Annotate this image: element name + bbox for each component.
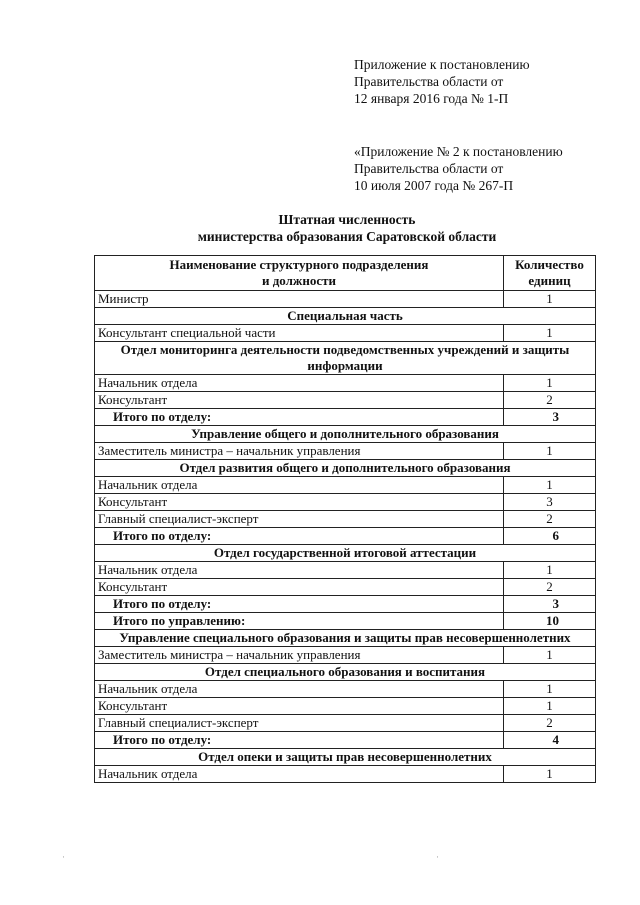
position-count: 1 (504, 647, 596, 664)
table-row (95, 392, 596, 409)
section-row (95, 630, 596, 647)
position-count: 2 (504, 579, 596, 596)
position-count: 1 (504, 291, 596, 308)
table-row (95, 325, 596, 342)
position-name: Начальник отдела (95, 477, 504, 494)
table-row (95, 715, 596, 732)
annex-line: Приложение к постановлению (354, 57, 530, 72)
total-count: 10 (504, 613, 596, 630)
section-title: Отдел специального образования и воспитания (95, 664, 596, 681)
annex-reference-original (354, 143, 624, 194)
position-count: 2 (504, 392, 596, 409)
section-row (95, 308, 596, 325)
position-name: Консультант (95, 698, 504, 715)
position-name: Консультант (95, 392, 504, 409)
section-row (95, 545, 596, 562)
position-count: 2 (504, 511, 596, 528)
scan-mark: · (436, 852, 439, 862)
table-row (95, 443, 596, 460)
total-label: Итого по отделу: (95, 409, 504, 426)
annex-line: Правительства области от (354, 161, 504, 176)
position-count: 1 (504, 681, 596, 698)
header-unit-count (504, 256, 596, 291)
position-name: Главный специалист-эксперт (95, 715, 504, 732)
total-count: 3 (504, 596, 596, 613)
position-name: Консультант (95, 579, 504, 596)
section-row (95, 749, 596, 766)
total-row (95, 613, 596, 630)
header-count-line-1: Количество (515, 257, 584, 272)
section-title: Управление специального образования и защиты прав несовершеннолетних (95, 630, 596, 647)
section-title: Отдел государственной итоговой аттестации (95, 545, 596, 562)
title-line-1: Штатная численность (278, 212, 416, 227)
table-row (95, 511, 596, 528)
section-title: Специальная часть (95, 308, 596, 325)
section-title: Отдел развития общего и дополнительного образования (95, 460, 596, 477)
section-row (95, 460, 596, 477)
annex-line: 10 июля 2007 года № 267-П (354, 178, 514, 193)
total-count: 6 (504, 528, 596, 545)
position-count: 2 (504, 715, 596, 732)
table-header-row (95, 256, 596, 291)
scan-mark: · (62, 852, 65, 862)
position-count: 1 (504, 766, 596, 783)
section-row (95, 426, 596, 443)
total-label: Итого по отделу: (95, 732, 504, 749)
table-row (95, 579, 596, 596)
table-body (95, 291, 596, 783)
position-count: 1 (504, 477, 596, 494)
position-name: Начальник отдела (95, 375, 504, 392)
section-row (95, 342, 596, 375)
position-count: 1 (504, 325, 596, 342)
table-row (95, 494, 596, 511)
total-label: Итого по отделу: (95, 596, 504, 613)
table-row (95, 698, 596, 715)
annex-line: «Приложение № 2 к постановлению (354, 144, 563, 159)
position-name: Начальник отдела (95, 681, 504, 698)
position-name: Министр (95, 291, 504, 308)
position-name: Консультант (95, 494, 504, 511)
staffing-table (94, 255, 596, 783)
table-row (95, 291, 596, 308)
section-title: Управление общего и дополнительного образования (95, 426, 596, 443)
position-name: Начальник отдела (95, 766, 504, 783)
table-row (95, 766, 596, 783)
section-row (95, 664, 596, 681)
title-line-2: министерства образования Саратовской области (197, 229, 497, 244)
total-label: Итого по управлению: (95, 613, 504, 630)
total-row (95, 596, 596, 613)
total-label: Итого по отделу: (95, 528, 504, 545)
position-name: Консультант специальной части (95, 325, 504, 342)
header-unit-name (95, 256, 504, 291)
total-count: 3 (504, 409, 596, 426)
header-count-line-2: единиц (528, 273, 571, 288)
header-name-line-1: Наименование структурного подразделения (169, 257, 429, 272)
total-row (95, 409, 596, 426)
position-count: 1 (504, 698, 596, 715)
position-name: Начальник отдела (95, 562, 504, 579)
position-name: Заместитель министра – начальник управления (95, 647, 504, 664)
total-row (95, 732, 596, 749)
section-title: Отдел мониторинга деятельности подведомственных учреждений и защиты информации (95, 342, 596, 375)
position-count: 1 (504, 443, 596, 460)
position-count: 1 (504, 562, 596, 579)
annex-reference-current (354, 56, 624, 107)
document-title (92, 211, 602, 245)
table-row (95, 647, 596, 664)
annex-line: 12 января 2016 года № 1-П (354, 91, 509, 106)
table-row (95, 375, 596, 392)
annex-line: Правительства области от (354, 74, 504, 89)
table-row (95, 562, 596, 579)
header-name-line-2: и должности (261, 273, 336, 288)
position-count: 3 (504, 494, 596, 511)
position-count: 1 (504, 375, 596, 392)
total-count: 4 (504, 732, 596, 749)
position-name: Главный специалист-эксперт (95, 511, 504, 528)
table-row (95, 477, 596, 494)
table-row (95, 681, 596, 698)
position-name: Заместитель министра – начальник управления (95, 443, 504, 460)
section-title: Отдел опеки и защиты прав несовершеннолетних (95, 749, 596, 766)
total-row (95, 528, 596, 545)
